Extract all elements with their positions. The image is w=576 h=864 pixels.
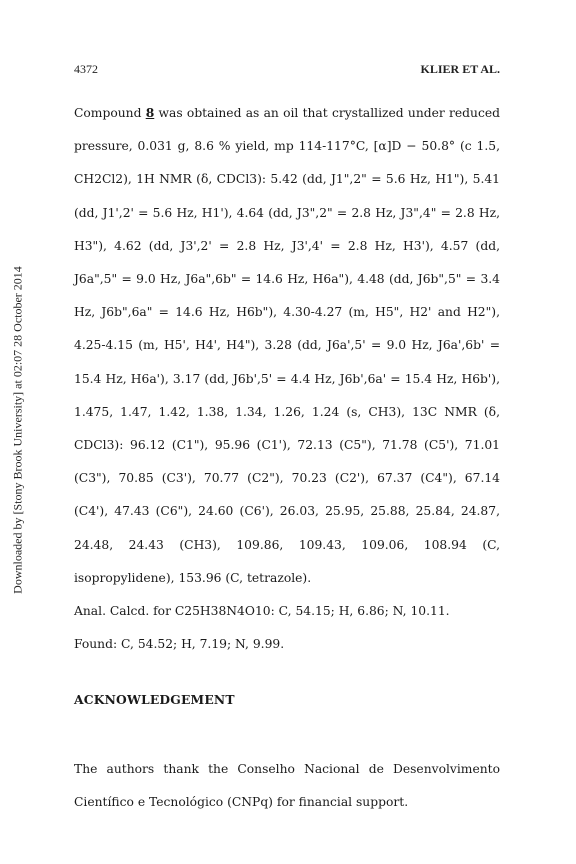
acknowledgement-text: The authors thank the Conselho Nacional de Desenvolvimento Científico e Tecnológico (CNPq) for financial support.: [74, 762, 500, 809]
running-head-authors: KLIER ET AL.: [420, 62, 500, 76]
anal-calcd: Anal. Calcd. for C25H38N4O10: C, 54.15; H, 6.86; N, 10.11.: [74, 604, 450, 619]
compound-description: [74, 96, 500, 661]
page-header: [74, 62, 500, 77]
compound-number: 8: [145, 105, 155, 120]
compound-paragraph: [74, 96, 500, 595]
anal-found: Found: C, 54.52; H, 7.19; N, 9.99.: [74, 637, 285, 652]
compound-text: was obtained as an oil that crystallized under reduced pressure, 0.031 g, 8.6 % yield, mp 114-117°C, [α]D − 50.8° (c 1.5, CH2Cl2), 1H NMR (δ, CDCl3): 5.42 (dd, J1",2" = 5.6 Hz, H1"), 5.41 (dd, J1',2' = 5.6 Hz, H1'), 4.64 (dd, J3",2" = 2.8 Hz, J3",4" = 2.8 Hz, H3"), 4.62 (dd, J3',2' = 2.8 Hz, J3',4' = 2.8 Hz, H3'), 4.57 (dd, J6a",5" = 9.0 Hz, J6a",6b" = 14.6 Hz, H6a"), 4.48 (dd, J6b",5" = 3.4 Hz, J6b",6a" = 14.6 Hz, H6b"), 4.30-4.27 (m, H5", H2' and H2"), 4.25-4.15 (m, H5', H4', H4"), 3.28 (dd, J6a',5' = 9.0 Hz, J6a',6b' = 15.4 Hz, H6a'), 3.17 (dd, J6b',5' = 4.4 Hz, J6b',6a' = 15.4 Hz, H6b'), 1.475, 1.47, 1.42, 1.38, 1.34, 1.26, 1.24 (s, CH3), 13C NMR (δ, CDCl3): 96.12 (C1"), 95.96 (C1'), 72.13 (C5"), 71.78 (C5'), 71.01 (C3"), 70.85 (C3'), 70.77 (C2"), 70.23 (C2'), 67.37 (C4"), 67.14 (C4'), 47.43 (C6"), 24.60 (C6'), 26.03, 25.95, 25.88, 25.84, 24.87, 24.48, 24.43 (CH3), 109.86, 109.43, 109.06, 108.94 (C, isopropylidene), 153.96 (C, tetrazole).: [74, 106, 500, 585]
acknowledgement-heading: ACKNOWLEDGEMENT: [74, 692, 235, 707]
download-watermark: Downloaded by [Stony Brook University] at 02:07 28 October 2014: [10, 266, 25, 594]
page-number: 4372: [74, 62, 98, 76]
acknowledgement-body: [74, 753, 500, 819]
compound-lead: Compound: [74, 106, 146, 120]
